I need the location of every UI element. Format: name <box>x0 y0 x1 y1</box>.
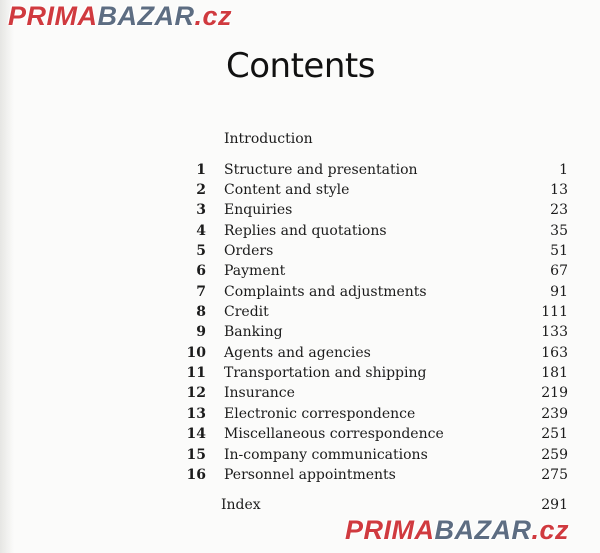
toc-entry <box>0 322 600 342</box>
toc-entry-page: 91 <box>550 284 568 300</box>
toc-entry-page: 239 <box>541 406 568 422</box>
toc-index-label: Index <box>221 497 261 513</box>
toc-entry-number: 5 <box>196 243 206 259</box>
toc-entry-number: 11 <box>186 365 206 381</box>
toc-entry <box>0 282 600 302</box>
toc-entry-page: 35 <box>550 223 568 239</box>
watermark-logo-bottom: PRIMABAZAR.cz <box>345 515 570 545</box>
toc-entry-page: 181 <box>541 365 568 381</box>
toc-entry-title: Transportation and shipping <box>224 365 427 381</box>
toc-entry-number: 12 <box>186 385 206 401</box>
toc-entry-title: Replies and quotations <box>224 223 387 239</box>
toc-entry-page: 251 <box>541 426 568 442</box>
toc-entry <box>0 241 600 261</box>
toc-entry-number: 8 <box>196 304 206 320</box>
page-title: Contents <box>226 46 375 86</box>
toc-entry-number: 14 <box>186 426 206 442</box>
toc-entry-page: 163 <box>541 345 568 361</box>
toc-entry-number: 16 <box>186 467 206 483</box>
toc-entry-page: 23 <box>550 202 568 218</box>
toc-index <box>0 495 600 515</box>
toc-entry <box>0 424 600 444</box>
toc-entry-title: Electronic correspondence <box>224 406 416 422</box>
toc-entry-number: 13 <box>186 406 206 422</box>
toc-entry-number: 1 <box>196 162 206 178</box>
toc-entry <box>0 465 600 485</box>
toc-introduction-label: Introduction <box>224 131 313 147</box>
toc-entry <box>0 363 600 383</box>
toc-entry-page: 111 <box>541 304 568 320</box>
toc-entry-page: 67 <box>550 263 568 279</box>
toc-entry-title: Insurance <box>224 385 295 401</box>
toc-entry-page: 1 <box>559 162 568 178</box>
toc-entry-number: 10 <box>186 345 206 361</box>
toc-entry-number: 3 <box>196 202 206 218</box>
toc-entry-number: 9 <box>196 324 206 340</box>
toc-entry-title: Agents and agencies <box>224 345 371 361</box>
toc-entry-number: 15 <box>186 447 206 463</box>
toc-entry <box>0 221 600 241</box>
toc-entry-page: 51 <box>550 243 568 259</box>
toc-entry-page: 133 <box>541 324 568 340</box>
toc-entry <box>0 302 600 322</box>
toc-entry-title: Complaints and adjustments <box>224 284 427 300</box>
toc-entry-page: 275 <box>541 467 568 483</box>
toc-entry-title: Personnel appointments <box>224 467 396 483</box>
toc-entry-title: Credit <box>224 304 269 320</box>
toc-entry-number: 4 <box>196 223 206 239</box>
toc-entry-number: 7 <box>196 284 206 300</box>
toc-entry <box>0 261 600 281</box>
toc-entry-title: In-company communications <box>224 447 428 463</box>
toc-entry-number: 6 <box>196 263 206 279</box>
toc-entry-number: 2 <box>196 182 206 198</box>
toc-entry-title: Content and style <box>224 182 350 198</box>
toc-entry-title: Enquiries <box>224 202 293 218</box>
toc-entry-page: 219 <box>541 385 568 401</box>
toc-entry-title: Banking <box>224 324 283 340</box>
toc-index-page: 291 <box>541 497 568 513</box>
toc-entry <box>0 445 600 465</box>
toc-entry <box>0 343 600 363</box>
toc-entry-page: 13 <box>550 182 568 198</box>
toc-entry-title: Structure and presentation <box>224 162 418 178</box>
toc-entry <box>0 404 600 424</box>
toc-introduction <box>0 129 600 149</box>
watermark-logo-top: PRIMABAZAR.cz <box>8 1 233 31</box>
toc-entry <box>0 200 600 220</box>
toc-entry-title: Payment <box>224 263 286 279</box>
toc-entry <box>0 180 600 200</box>
toc-entry-title: Orders <box>224 243 274 259</box>
toc-entry <box>0 160 600 180</box>
toc-entry-page: 259 <box>541 447 568 463</box>
toc-entry-title: Miscellaneous correspondence <box>224 426 444 442</box>
toc-entry <box>0 383 600 403</box>
